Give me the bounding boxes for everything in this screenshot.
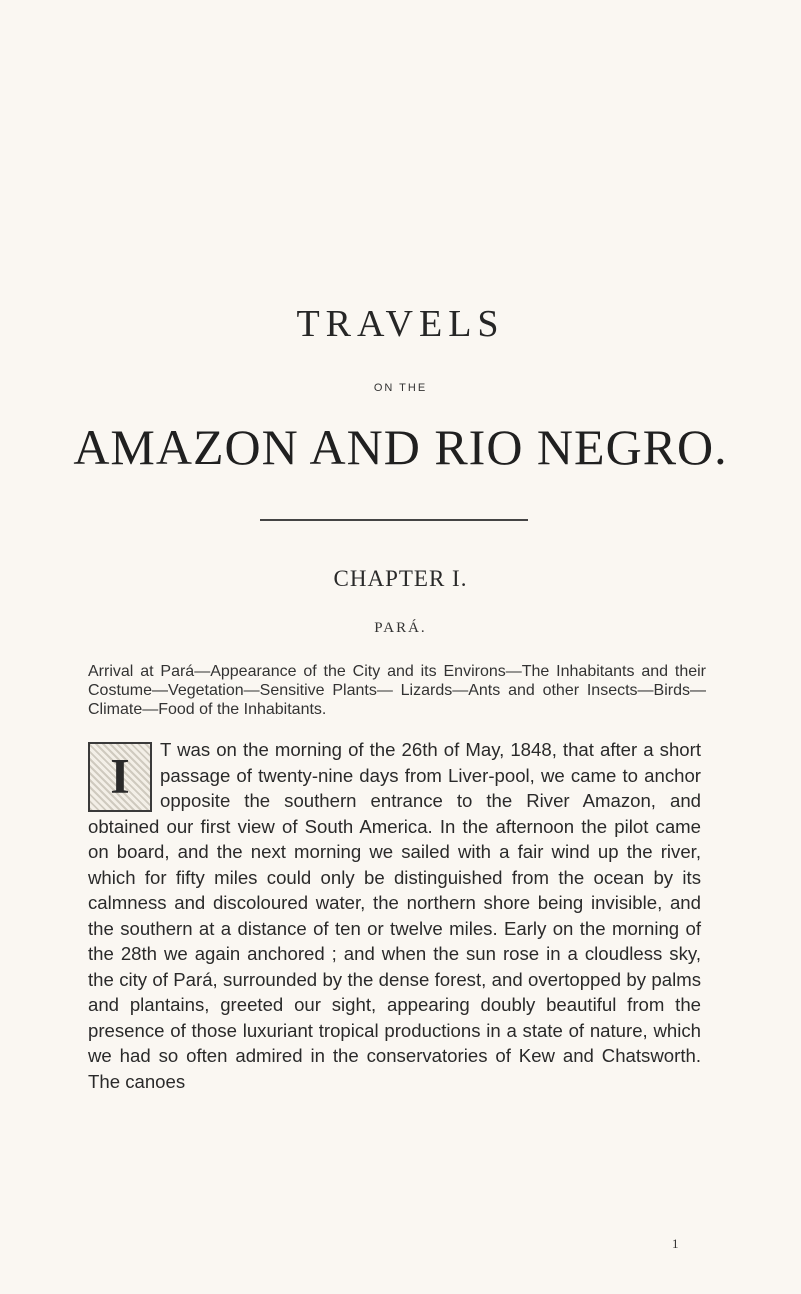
drop-cap-letter: I [110, 747, 130, 804]
drop-cap-ornament [88, 742, 152, 812]
chapter-heading: CHAPTER I. [333, 566, 468, 591]
page-number: 1 [672, 1236, 679, 1251]
chapter-subheading: PARÁ. [374, 620, 427, 636]
title-divider [260, 519, 528, 521]
body-paragraph [88, 737, 701, 1094]
book-title-on-the: ON THE [373, 382, 428, 394]
chapter-synopsis: Arrival at Pará—Appearance of the City and its Environs—The Inhabitants and their Costume—Vegetation—Sensitive Plants— Lizards—Ants and other Insects—Birds—Climate—Food of the Inhabitants. [88, 663, 706, 718]
book-title-main: AMAZON AND RIO NEGRO. [73, 419, 728, 475]
body-text: T was on the morning of the 26th of May, 1848, that after a short passage of twenty-nine days from Liver-pool, we came to anchor opposite the southern entrance to the River Amazon, and obtained our first view of South America. In the afternoon the pilot came on board, and the next morning we sailed with a fair wind up the river, which for fifty miles could only be distinguished from the ocean by its calmness and discoloured water, the northern shore being invisible, and the southern at a distance of ten or twelve miles. Early on the morning of the 28th we again anchored ; and when the sun rose in a cloudless sky, the city of Pará, surrounded by the dense forest, and overtopped by palms and plantains, greeted our sight, appearing doubly beautiful from the presence of those luxuriant tropical productions in a state of nature, which we had so often admired in the conservatories of Kew and Chatsworth. The canoes [88, 739, 701, 1092]
book-title-travels: TRAVELS [296, 303, 505, 345]
